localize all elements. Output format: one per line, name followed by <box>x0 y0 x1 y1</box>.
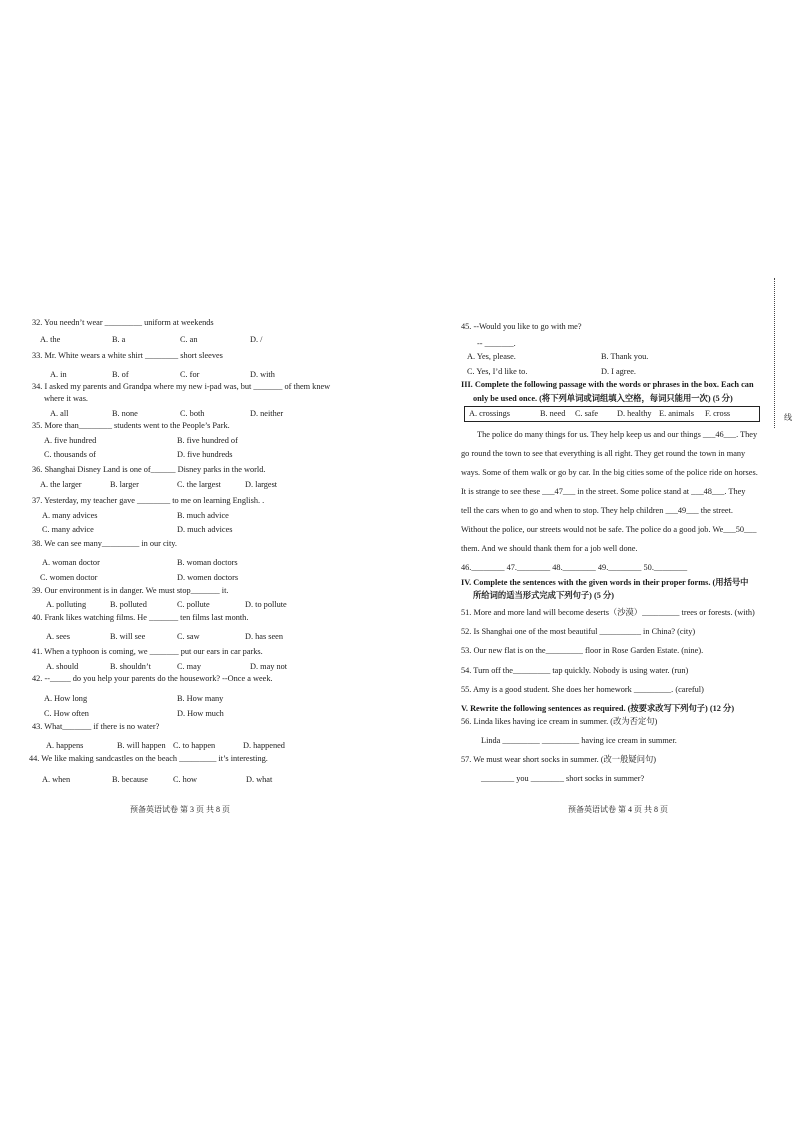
q45-option-c[interactable]: C. Yes, I’d like to. <box>467 367 528 376</box>
q33-option-b[interactable]: B. of <box>112 370 129 379</box>
q35-option-c[interactable]: C. thousands of <box>44 450 96 459</box>
q44-stem: 44. We like making sandcastles on the beach _________ it’s interesting. <box>29 754 268 763</box>
right-page-footer: 预备英语试卷 第 4 页 共 8 页 <box>568 805 668 814</box>
q57-stem: 57. We must wear short socks in summer. (改一般疑问句) <box>461 755 657 764</box>
q51: 51. More and more land will become deserts（沙漠）_________ trees or forests. (with) <box>461 608 755 617</box>
q41-option-b[interactable]: B. shouldn’t <box>110 662 151 671</box>
q45-response: -- _______. <box>477 339 516 348</box>
left-page-footer: 预备英语试卷 第 3 页 共 8 页 <box>130 805 230 814</box>
q43-option-a[interactable]: A. happens <box>46 741 84 750</box>
q45-options-row1 <box>461 352 763 362</box>
q40-stem: 40. Frank likes watching films. He _______ ten films last month. <box>32 613 249 622</box>
q34-option-d[interactable]: D. neither <box>250 409 284 418</box>
q39-option-d[interactable]: D. to pollute <box>245 600 287 609</box>
q35-option-a[interactable]: A. five hundred <box>44 436 97 445</box>
q36-option-c[interactable]: C. the largest <box>177 480 221 489</box>
word-box-a: A. crossings <box>469 409 511 418</box>
q40-option-c[interactable]: C. saw <box>177 632 200 641</box>
binding-margin-mark: 线 <box>784 413 792 422</box>
section-4-title: IV. Complete the sentences with the given words in their proper forms. (用括号中 <box>461 578 749 587</box>
q40-option-a[interactable]: A. sees <box>46 632 70 641</box>
q35-stem: 35. More than________ students went to the People’s Park. <box>32 421 230 430</box>
q34-stem: 34. I asked my parents and Grandpa where my new i-pad was, but _______ of them knew <box>32 382 331 391</box>
q52: 52. Is Shanghai one of the most beautiful __________ in China? (city) <box>461 627 696 636</box>
binding-dotted-line <box>774 278 779 428</box>
word-box <box>464 406 760 422</box>
q41-options <box>32 662 367 672</box>
q43-option-b[interactable]: B. will happen <box>117 741 166 750</box>
q42-options-row1 <box>32 694 367 704</box>
section-5-title: V. Rewrite the following sentences as required. (按要求改写下列句子) (12 分) <box>461 704 735 713</box>
q35-option-b[interactable]: B. five hundred of <box>177 436 238 445</box>
q37-option-c[interactable]: C. many advice <box>42 525 94 534</box>
q37-options-row1 <box>32 511 367 521</box>
q36-option-b[interactable]: B. larger <box>110 480 139 489</box>
q38-options-row1 <box>32 558 367 568</box>
q35-options-row1 <box>32 436 367 446</box>
passage-line-7: them. And we should thank them for a job well done. <box>461 544 638 553</box>
q34-options <box>32 409 367 419</box>
q45-option-d[interactable]: D. I agree. <box>601 367 637 376</box>
q35-options-row2 <box>32 450 367 460</box>
q38-stem: 38. We can see many_________ in our city. <box>32 539 177 548</box>
q36-options <box>32 480 367 490</box>
word-box-d: D. healthy <box>617 409 652 418</box>
q45-options-row2 <box>461 367 763 377</box>
q45-option-b[interactable]: B. Thank you. <box>601 352 649 361</box>
q34-option-b[interactable]: B. none <box>112 409 138 418</box>
word-box-f: F. cross <box>705 409 731 418</box>
q42-stem: 42. --_____ do you help your parents do the housework? --Once a week. <box>32 674 273 683</box>
passage-answer-blanks[interactable]: 46.________ 47.________ 48.________ 49.________ 50.________ <box>461 563 688 572</box>
passage-line-2: go round the town to see that everything is all right. They get round the town in many <box>461 449 746 458</box>
q53: 53. Our new flat is on the_________ floor in Rose Garden Estate. (nine). <box>461 646 704 655</box>
q39-stem: 39. Our environment is in danger. We must stop_______ it. <box>32 586 229 595</box>
passage-line-3: ways. Some of them walk or go by car. In the big cities some of the police ride on horses. <box>461 468 758 477</box>
q55: 55. Amy is a good student. She does her homework _________. (careful) <box>461 685 704 694</box>
q42-option-c[interactable]: C. How often <box>44 709 89 718</box>
q39-option-c[interactable]: C. pollute <box>177 600 210 609</box>
q42-option-b[interactable]: B. How many <box>177 694 224 703</box>
q44-option-c[interactable]: C. how <box>173 775 197 784</box>
q32-options <box>32 335 367 345</box>
q43-options <box>32 741 367 751</box>
q34-option-c[interactable]: C. both <box>180 409 205 418</box>
q40-option-d[interactable]: D. has seen <box>245 632 284 641</box>
q34-option-a[interactable]: A. all <box>50 409 69 418</box>
q38-option-b[interactable]: B. woman doctors <box>177 558 238 567</box>
q40-option-b[interactable]: B. will see <box>110 632 146 641</box>
q32-option-c[interactable]: C. an <box>180 335 198 344</box>
passage-line-4: It is strange to see these ___47___ in the street. Some police stand at ___48___. They <box>461 487 746 496</box>
q38-option-d[interactable]: D. women doctors <box>177 573 239 582</box>
q38-options-row2 <box>32 573 367 583</box>
q57-answer[interactable]: ________ you ________ short socks in summer? <box>481 774 645 783</box>
section-3-title-cont: only be used once. (将下列单词或词组填入空格，每词只能用一次) (5 分) <box>473 394 733 403</box>
q32-stem: 32. You needn’t wear _________ uniform at weekends <box>32 318 214 327</box>
q37-option-a[interactable]: A. many advices <box>42 511 98 520</box>
q54: 54. Turn off the_________ tap quickly. Nobody is using water. (run) <box>461 666 689 675</box>
q44-option-a[interactable]: A. when <box>42 775 71 784</box>
section-4-title-cont: 所给词的适当形式完成下列句子) (5 分) <box>473 591 615 600</box>
q41-option-d[interactable]: D. may not <box>250 662 288 671</box>
section-3-title: III. Complete the following passage with the words or phrases in the box. Each can <box>461 380 754 389</box>
q43-option-c[interactable]: C. to happen <box>173 741 216 750</box>
passage-line-6: Without the police, our streets would not be safe. The police do a good job. We___50___ <box>461 525 757 534</box>
q41-stem: 41. When a typhoon is coming, we _______ put our ears in car parks. <box>32 647 263 656</box>
q33-option-d[interactable]: D. with <box>250 370 275 379</box>
q35-option-d[interactable]: D. five hundreds <box>177 450 233 459</box>
q40-options <box>32 632 367 642</box>
word-box-e: E. animals <box>659 409 695 418</box>
q37-options-row2 <box>32 525 367 535</box>
q32-option-d[interactable]: D. / <box>250 335 263 344</box>
q42-option-a[interactable]: A. How long <box>44 694 88 703</box>
passage-line-5: tell the cars when to go and when to stop. They help children ___49___ the street. <box>461 506 733 515</box>
q42-option-d[interactable]: D. How much <box>177 709 224 718</box>
q32-option-b[interactable]: B. a <box>112 335 126 344</box>
q45-stem: 45. --Would you like to go with me? <box>461 322 582 331</box>
q44-options <box>32 775 367 785</box>
q56-answer[interactable]: Linda _________ _________ having ice cream in summer. <box>481 736 677 745</box>
q43-stem: 43. What_______ if there is no water? <box>32 722 160 731</box>
q36-option-d[interactable]: D. largest <box>245 480 278 489</box>
q37-stem: 37. Yesterday, my teacher gave ________ to me on learning English. . <box>32 496 265 505</box>
q32-option-a[interactable]: A. the <box>40 335 61 344</box>
passage-line-1: The police do many things for us. They help keep us and our things ___46___. They <box>477 430 758 439</box>
q39-option-a[interactable]: A. polluting <box>46 600 87 609</box>
q33-option-a[interactable]: A. in <box>50 370 67 379</box>
q33-option-c[interactable]: C. for <box>180 370 200 379</box>
word-box-b: B. need <box>540 409 566 418</box>
q36-stem: 36. Shanghai Disney Land is one of______ Disney parks in the world. <box>32 465 266 474</box>
q36-option-a[interactable]: A. the larger <box>40 480 82 489</box>
q37-option-b[interactable]: B. much advice <box>177 511 229 520</box>
q44-option-b[interactable]: B. because <box>112 775 148 784</box>
q34-stem-cont: where it was. <box>44 394 89 403</box>
q42-options-row2 <box>32 709 367 719</box>
q38-option-a[interactable]: A. woman doctor <box>42 558 100 567</box>
q41-option-a[interactable]: A. should <box>46 662 79 671</box>
q44-option-d[interactable]: D. what <box>246 775 273 784</box>
q38-option-c[interactable]: C. women doctor <box>40 573 98 582</box>
q39-option-b[interactable]: B. polluted <box>110 600 147 609</box>
word-box-c: C. safe <box>575 409 599 418</box>
q45-option-a[interactable]: A. Yes, please. <box>467 352 516 361</box>
q33-options <box>32 370 367 380</box>
q56-stem: 56. Linda likes having ice cream in summer. (改为否定句) <box>461 717 658 726</box>
q39-options <box>32 600 367 610</box>
q33-stem: 33. Mr. White wears a white shirt ________ short sleeves <box>32 351 223 360</box>
q41-option-c[interactable]: C. may <box>177 662 201 671</box>
q43-option-d[interactable]: D. happened <box>243 741 285 750</box>
q37-option-d[interactable]: D. much advices <box>177 525 233 534</box>
